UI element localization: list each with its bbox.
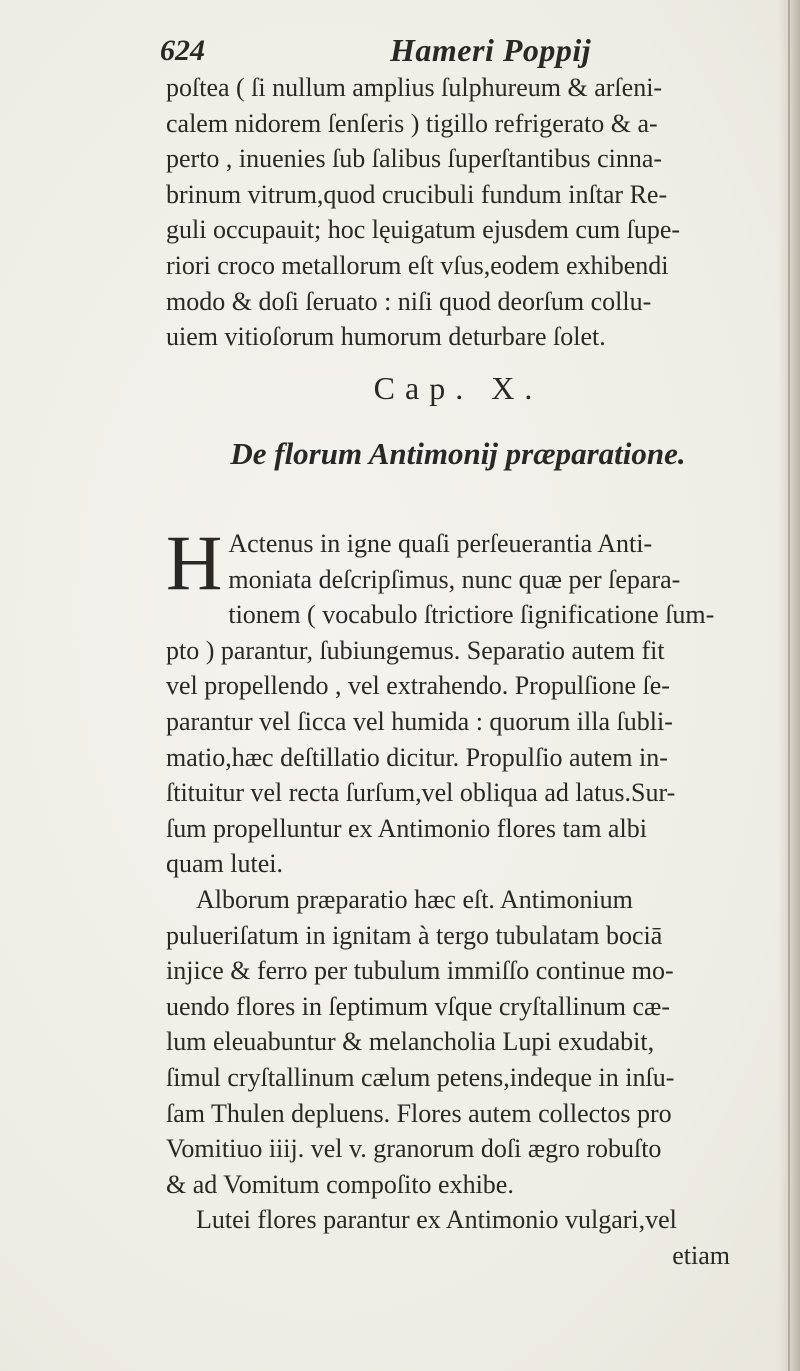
text-line: lum eleuabuntur & melancholia Lupi exudabit, [166,1027,655,1057]
text-line: injice & ferro per tubulum immiſſo continue mo- [166,956,674,986]
running-title: Hameri Poppij [390,32,592,68]
text-line: Lutei flores parantur ex Antimonio vulgari,vel [196,1205,677,1235]
text-line: moniata deſcripſimus, nunc quæ per ſepara- [228,564,681,594]
text-line: perto , inuenies ſub ſalibus ſuperſtantibus cinna- [166,144,663,174]
chapter-subtitle: De florum Antimonij præparatione. [230,436,686,471]
page-number: 624 [160,34,205,67]
text-line: pto ) parantur, ſubiungemus. Separatio autem fit [166,635,665,665]
text-line: ſtituitur vel recta ſurſum,vel obliqua ad latus.Sur- [166,778,676,808]
text-line: uiem vitioſorum humorum deturbare ſolet. [166,322,606,352]
text-line: ſimul cryſtallinum cælum petens,indeque in inſu- [166,1062,675,1092]
chapter-heading: Cap. X. [373,370,543,406]
running-head [140,30,700,74]
text-line: parantur vel ſicca vel humida : quorum illa ſubli- [166,706,673,736]
text-line: uendo flores in ſeptimum vſque cryſtallinum cæ- [166,991,671,1021]
text-line: ſam Thulen depluens. Flores autem collectos pro [166,1098,672,1128]
text-line: modo & doſi ſeruato : niſi quod deorſum collu- [166,286,652,316]
text-line: Alborum præparatio hæc eſt. Antimonium [196,884,633,914]
text-line: poſtea ( ſi nullum amplius ſulphureum & arſeni- [166,73,663,102]
drop-cap: H [166,519,223,606]
intro-paragraph [166,70,750,355]
text-line: vel propellendo , vel extrahendo. Propulſione ſe- [166,671,670,701]
text-line: tionem ( vocabulo ſtrictiore ſignificatione ſum- [228,600,715,630]
catchword: etiam [672,1240,730,1270]
text-line: Vomitiuo iiij. vel v. granorum doſi ægro robuſto [166,1134,662,1164]
text-line: Actenus in igne quaſi perſeuerantia Anti- [228,529,653,558]
body-text [166,519,750,1273]
text-line: brinum vitrum,quod crucibuli fundum inſtar Re- [166,179,668,209]
text-line: guli occupauit; hoc lęuigatum ejusdem cum ſupe- [166,215,681,245]
text-line: ſum propelluntur ex Antimonio flores tam albi [166,813,647,843]
text-line: quam lutei. [166,849,283,879]
text-line: pulueriſatum in ignitam à tergo tubulatam bociā [166,920,663,950]
text-line: & ad Vomitum compoſito exhibe. [166,1169,514,1199]
text-line: matio,hæc deſtillatio dicitur. Propulſio autem in- [166,742,668,772]
text-line: riori croco metallorum eſt vſus,eodem exhibendi [166,250,669,280]
text-line: calem nidorem ſenſeris ) tigillo refrigerato & a- [166,108,658,138]
page-edge-line [788,0,790,1371]
